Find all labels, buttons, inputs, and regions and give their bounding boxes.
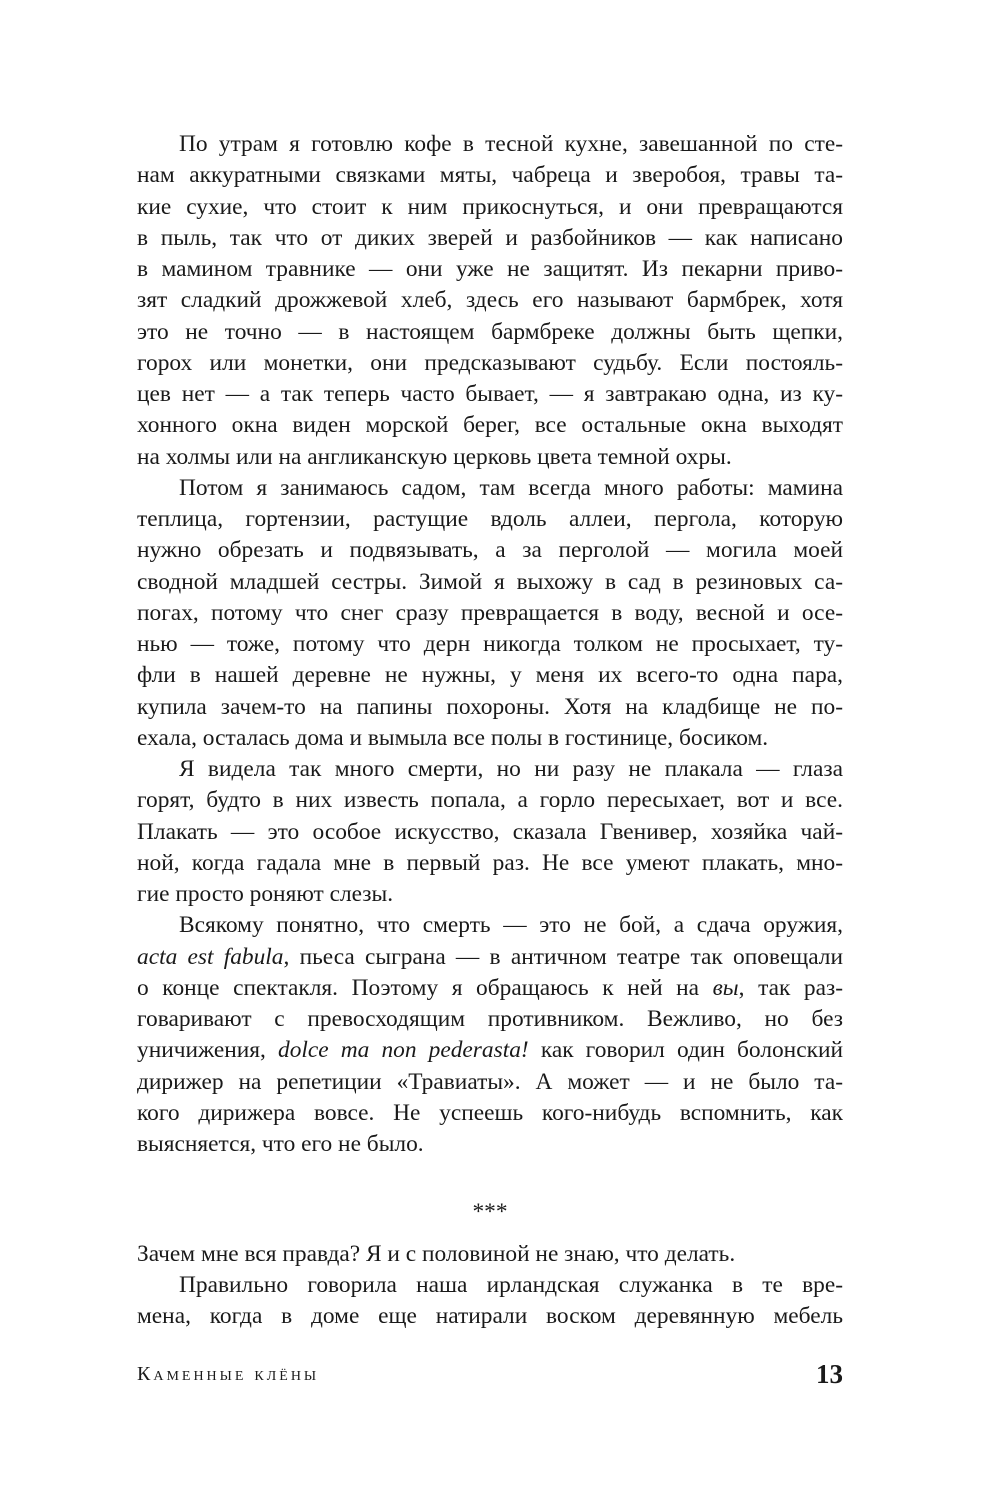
text-line: ехала, осталась дома и вымыла все полы в гостинице, босиком. (137, 724, 769, 751)
text-run: , пьеса сыграна — в античном театре так оповещали (283, 943, 843, 970)
running-title: Каменные клёны (137, 1363, 320, 1385)
text-line: дирижер на репетиции «Травиаты». А может — и не было та- (137, 1068, 843, 1095)
text-line: сводной младшей сестры. Зимой я выхожу в сад в резиновых са- (137, 568, 843, 595)
page-number: 13 (816, 1359, 843, 1389)
text-run: о конце спектакля. Поэтому я обращаюсь к ней на (137, 974, 713, 1001)
text-line: горох или монетки, они предсказывают судьбу. Если постояль- (137, 349, 843, 376)
text-line (137, 942, 843, 973)
emphasis: вы (712, 974, 739, 1001)
text-line: купила зачем-то на папины похороны. Хотя на кладбище не по- (137, 693, 843, 720)
section-break-asterisks: *** (472, 1199, 508, 1226)
text-line: на холмы или на англиканскую церковь цвета темной охры. (137, 443, 732, 470)
text-line: в пыль, так что от диких зверей и разбойников — как написано (137, 224, 843, 251)
text-line: кого дирижера вовсе. Не успеешь кого-нибудь вспомнить, как (137, 1099, 843, 1126)
text-line: зят сладкий дрожжевой хлеб, здесь его называют бармбрек, хотя (137, 287, 843, 314)
text-line: мена, когда в доме еще натирали воском деревянную мебель (137, 1303, 843, 1329)
text-line: Всякому понятно, что смерть — это не бой, а сдача оружия, (179, 912, 843, 939)
text-run: как говорил один болонский (528, 1037, 843, 1064)
text-line: хонного окна виден морской берег, все остальные окна выходят (137, 412, 843, 439)
latin-phrase: acta est fabula (137, 943, 284, 970)
text-line: Правильно говорила наша ирландская служанка в те вре- (179, 1271, 843, 1298)
text-line: говаривают с превосходящим противником. Вежливо, но без (137, 1006, 843, 1032)
text-line: Потом я занимаюсь садом, там всегда много работы: мамина (179, 474, 843, 501)
text-line: выясняется, что его не было. (137, 1131, 424, 1157)
body-text (137, 129, 843, 1332)
text-line: кие сухие, что стоит к ним прикоснуться, и они превращаются (137, 193, 843, 220)
italian-phrase: dolce ma non pederasta! (278, 1037, 529, 1064)
text-line: нужно обрезать и подвязывать, а за перголой — могила моей (137, 537, 843, 564)
text-line: теплица, гортензии, растущие вдоль аллеи, пергола, которую (137, 506, 843, 532)
text-line (137, 1035, 843, 1066)
text-line: Я видела так много смерти, но ни разу не плакала — глаза (179, 756, 843, 782)
text-run: уничижения, (137, 1037, 278, 1064)
text-line: фли в нашей деревне не нужны, у меня их всего-то одна пара, (137, 662, 843, 689)
text-line: горят, будто в них известь попала, а горло пересыхает, вот и все. (137, 787, 843, 814)
text-run: , так раз- (738, 974, 843, 1001)
text-line: Плакать — это особое искусство, сказала Гвенивер, хозяйка чай- (137, 818, 843, 845)
text-line: нью — тоже, потому что дерн никогда толком не просыхает, ту- (137, 631, 843, 657)
text-line: Зачем мне вся правда? Я и с половиной не знаю, что делать. (137, 1240, 736, 1267)
text-line: ной, когда гадала мне в первый раз. Не все умеют плакать, мно- (137, 849, 843, 876)
text-line: гие просто роняют слезы. (137, 881, 394, 907)
text-line: погах, потому что снег сразу превращается в воду, весной и осе- (137, 599, 843, 626)
text-line: По утрам я готовлю кофе в тесной кухне, завешанной по сте- (179, 131, 843, 157)
text-line: цев нет — а так теперь часто бывает, — я завтракаю одна, из ку- (137, 381, 843, 407)
section-gap (137, 1160, 843, 1197)
text-line (137, 973, 843, 1004)
text-line: нам аккуратными связками мяты, чабреца и зверобоя, травы та- (137, 162, 843, 189)
text-line: это не точно — в настоящем бармбреке должны быть щепки, (137, 318, 843, 345)
section-gap (137, 1229, 843, 1239)
text-line: в мамином травнике — они уже не защитят. Из пекарни приво- (137, 256, 843, 282)
page-footer (137, 1359, 843, 1399)
